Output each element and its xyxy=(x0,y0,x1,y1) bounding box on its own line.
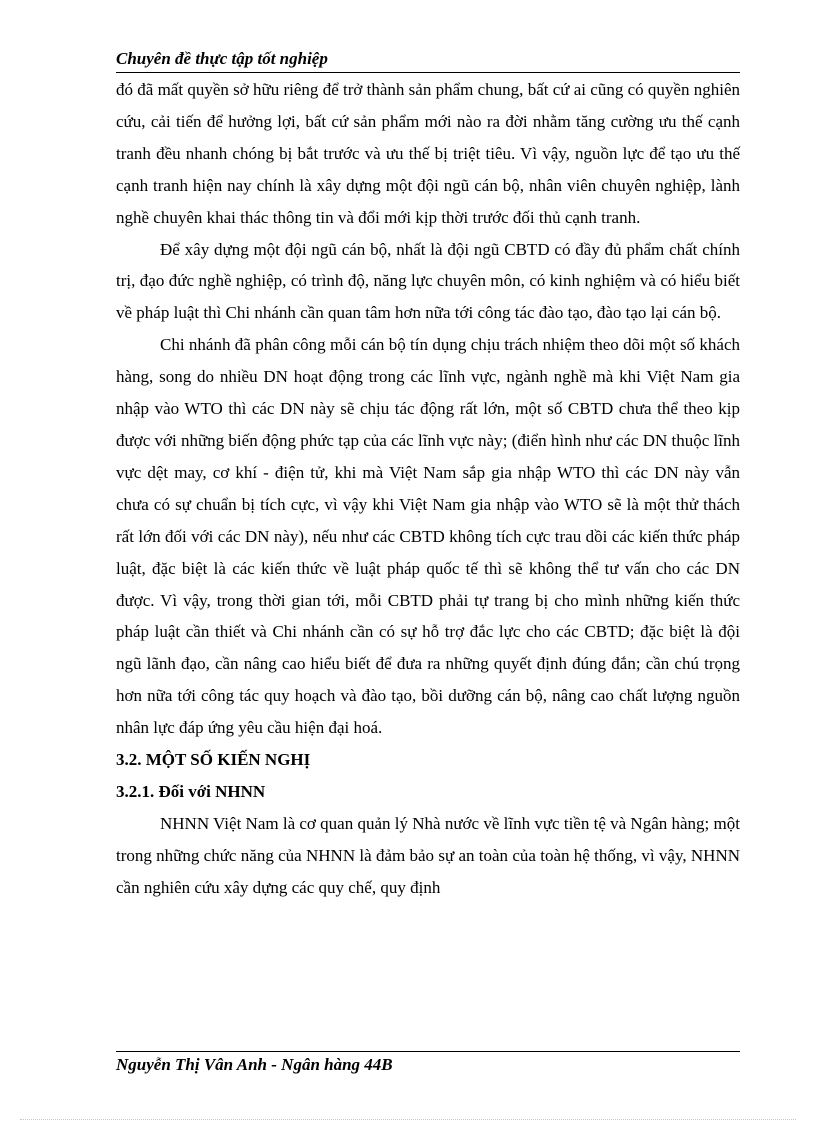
document-body xyxy=(116,74,740,904)
header-title: Chuyên đề thực tập tốt nghiệp xyxy=(116,49,328,68)
paragraph-1: đó đã mất quyền sở hữu riêng để trở thành sản phẩm chung, bất cứ ai cũng có quyền nghiên cứu, cải tiến để hưởng lợi, bất cứ sản phẩm mới nào ra đời nhằm tăng cường ưu thế cạnh tranh đều nhanh chóng bị bắt trước và ưu thế bị triệt tiêu. Vì vậy, nguồn lực để tạo ưu thế cạnh tranh hiện nay chính là xây dựng một đội ngũ cán bộ, nhân viên chuyên nghiệp, lành nghề chuyên khai thác thông tin và đổi mới kịp thời trước đối thủ cạnh tranh. xyxy=(116,80,740,227)
paragraph-2: Để xây dựng một đội ngũ cán bộ, nhất là đội ngũ CBTD có đầy đủ phẩm chất chính trị, đạo đức nghề nghiệp, có trình độ, năng lực chuyên môn, có kinh nghiệm và có hiểu biết về pháp luật thì Chi nhánh cần quan tâm hơn nữa tới công tác đào tạo, đào tạo lại cán bộ. xyxy=(116,239,740,323)
page-edge-divider xyxy=(20,1119,796,1120)
section-heading: 3.2. MỘT SỐ KIẾN NGHỊ xyxy=(116,750,311,770)
paragraph-3: Chi nhánh đã phân công mỗi cán bộ tín dụng chịu trách nhiệm theo dõi một số khách hàng, song do nhiều DN hoạt động trong các lĩnh vực, ngành nghề mà khi Việt Nam gia nhập vào WTO thì các DN này sẽ chịu tác động rất lớn, một số CBTD chưa thể theo kịp được với những biến động phức tạp của các lĩnh vực này; (điển hình như các DN thuộc lĩnh vực dệt may, cơ khí - điện tử, khi mà Việt Nam sắp gia nhập WTO thì các DN này vẫn chưa có sự chuẩn bị tích cực, vì vậy khi Việt Nam gia nhập vào WTO sẽ là một thử thách rất lớn đối với các DN này), nếu như các CBTD không tích cực trau dồi các kiến thức pháp luật, đặc biệt là các kiến thức về luật pháp quốc tế thì sẽ không thể tư vấn cho các DN được. Vì vậy, trong thời gian tới, mỗi CBTD phải tự trang bị cho mình những kiến thức pháp luật cần thiết và Chi nhánh cần có sự hỗ trợ đắc lực cho các CBTD; đặc biệt là đội ngũ lãnh đạo, cần nâng cao hiểu biết để đưa ra những quyết định đúng đắn; cần chú trọng hơn nữa tới công tác quy hoạch và đào tạo, bồi dưỡng cán bộ, nâng cao chất lượng nguồn nhân lực đáp ứng yêu cầu hiện đại hoá. xyxy=(116,335,740,738)
footer-divider xyxy=(116,1051,740,1052)
footer-author: Nguyễn Thị Vân Anh - Ngân hàng 44B xyxy=(116,1055,393,1074)
subsection-heading: 3.2.1. Đối với NHNN xyxy=(116,781,266,801)
paragraph-4: NHNN Việt Nam là cơ quan quản lý Nhà nước về lĩnh vực tiền tệ và Ngân hàng; một trong những chức năng của NHNN là đảm bảo sự an toàn của toàn hệ thống, vì vậy, NHNN cần nghiên cứu xây dựng các quy chế, quy định xyxy=(116,813,740,897)
header-divider xyxy=(116,72,740,73)
